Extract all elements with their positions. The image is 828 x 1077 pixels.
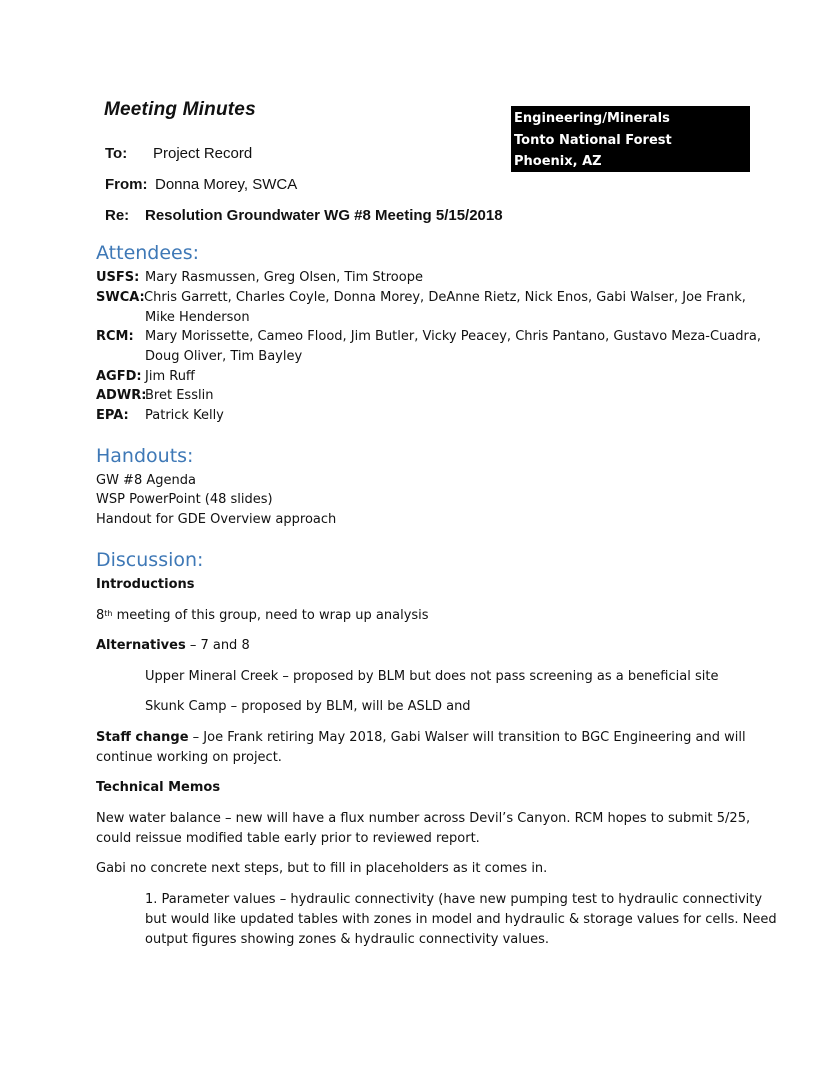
- meeting-number-suffix: th: [104, 609, 113, 618]
- technical-memos-heading: Technical Memos: [96, 780, 221, 795]
- attendee-names: Jim Ruff: [145, 369, 195, 384]
- attendee-names: Mary Rasmussen, Greg Olsen, Tim Stroope: [145, 270, 423, 285]
- parameter-values-line: but would like updated tables with zones in model and hydraulic & storage values for cells. Need: [145, 912, 777, 927]
- attendee-names: Patrick Kelly: [145, 408, 224, 423]
- meeting-number-line: [96, 607, 429, 625]
- parameter-values-line: output figures showing zones & hydraulic connectivity values.: [145, 932, 549, 947]
- staff-change-line: [96, 729, 746, 747]
- attendees-heading: Attendees:: [96, 242, 200, 264]
- organization-block: [511, 106, 750, 172]
- attendee-org: EPA:: [96, 408, 129, 423]
- page-title: Meeting Minutes: [104, 99, 256, 120]
- org-line-3: Phoenix, AZ: [514, 154, 602, 169]
- handout-item: GW #8 Agenda: [96, 473, 196, 488]
- attendee-names: Doug Oliver, Tim Bayley: [145, 349, 303, 364]
- water-balance-continued: could reissue modified table early prior to reviewed report.: [96, 831, 480, 846]
- org-line-1: Engineering/Minerals: [514, 111, 670, 126]
- attendee-names: Chris Garrett, Charles Coyle, Donna Morey, DeAnne Rietz, Nick Enos, Gabi Walser, Joe Frank,: [144, 290, 746, 305]
- introductions-heading: Introductions: [96, 577, 195, 592]
- to-value: Project Record: [153, 145, 253, 162]
- from-label: From:: [105, 176, 148, 193]
- meeting-text: meeting of this group, need to wrap up analysis: [112, 608, 429, 623]
- parameter-values-line: 1. Parameter values – hydraulic connectivity (have new pumping test to hydraulic connectivity: [145, 892, 763, 907]
- staff-change-continued: continue working on project.: [96, 750, 282, 765]
- attendee-names: Mike Henderson: [145, 310, 250, 325]
- attendee-org: RCM:: [96, 329, 134, 344]
- staff-change-label: Staff change: [96, 730, 189, 745]
- org-line-2: Tonto National Forest: [514, 132, 672, 148]
- handouts-heading: Handouts:: [96, 445, 194, 467]
- water-balance-line: New water balance – new will have a flux number across Devil’s Canyon. RCM hopes to submit 5/25,: [96, 811, 751, 826]
- alternative-item: Upper Mineral Creek – proposed by BLM but does not pass screening as a beneficial site: [145, 669, 719, 684]
- meeting-number: 8: [96, 608, 105, 623]
- attendee-names: Mary Morissette, Cameo Flood, Jim Butler, Vicky Peacey, Chris Pantano, Gustavo Meza-Cuadra,: [145, 329, 761, 344]
- handout-item: WSP PowerPoint (48 slides): [96, 492, 273, 507]
- re-row: [105, 207, 503, 224]
- staff-change-text: – Joe Frank retiring May 2018, Gabi Walser will transition to BGC Engineering and will: [188, 730, 746, 745]
- from-value: Donna Morey, SWCA: [155, 176, 298, 193]
- discussion-heading: Discussion:: [96, 549, 204, 571]
- attendee-org: SWCA:: [96, 290, 145, 305]
- attendee-org: USFS:: [96, 270, 140, 285]
- attendee-org: AGFD:: [96, 369, 142, 384]
- alternatives-text: – 7 and 8: [185, 638, 250, 653]
- re-label: Re:: [105, 207, 130, 224]
- to-label: To:: [105, 145, 128, 162]
- alternatives-label: Alternatives: [96, 638, 186, 653]
- re-value: Resolution Groundwater WG #8 Meeting 5/15/2018: [145, 207, 503, 224]
- next-steps-line: Gabi no concrete next steps, but to fill in placeholders as it comes in.: [96, 861, 548, 876]
- alternatives-line: [96, 637, 250, 655]
- alternative-item: Skunk Camp – proposed by BLM, will be ASLD and: [145, 699, 471, 714]
- attendee-names: Bret Esslin: [145, 388, 214, 403]
- handout-item: Handout for GDE Overview approach: [96, 512, 337, 527]
- from-row: [105, 176, 297, 193]
- to-row: [105, 145, 252, 162]
- attendee-org: ADWR:: [96, 388, 147, 403]
